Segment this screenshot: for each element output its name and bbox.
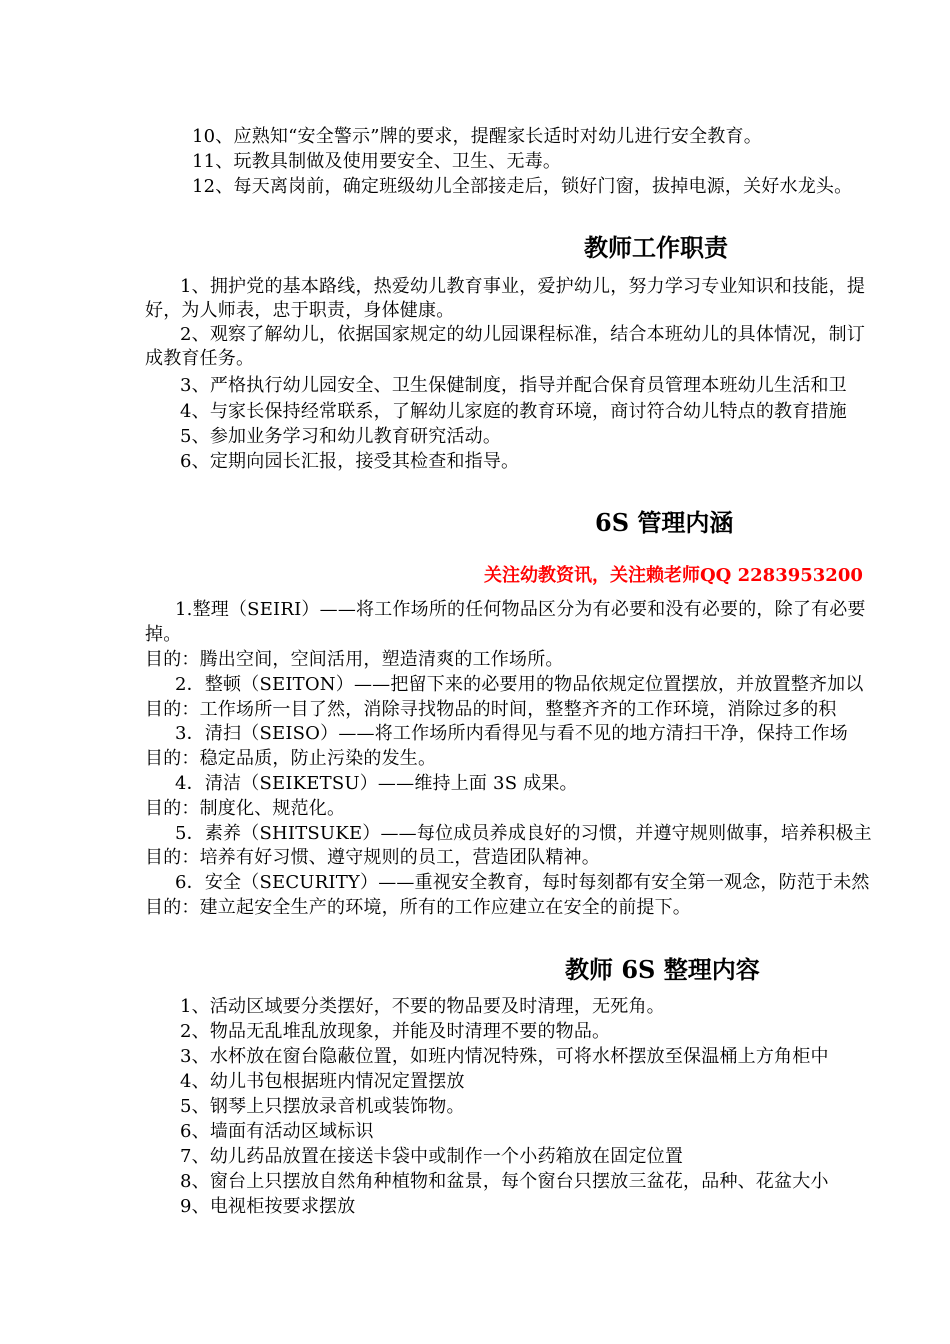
content-item-3: 3、水杯放在窗台隐蔽位置，如班内情况特殊，可将水杯摆放至保温桶上方角柜中	[180, 1046, 829, 1067]
content-item-7: 7、幼儿药品放置在接送卡袋中或制作一个小药箱放在固定位置	[180, 1146, 684, 1167]
sixs-purpose-4: 目的：制度化、规范化。	[145, 798, 346, 819]
content-item-1: 1、活动区域要分类摆好，不要的物品要及时清理，无死角。	[180, 996, 665, 1017]
duty-line-2: 2、观察了解幼儿，依据国家规定的幼儿园课程标准，结合本班幼儿的具体情况，制订	[180, 324, 866, 345]
intro-item-12: 12、每天离岗前，确定班级幼儿全部接走后，锁好门窗，拔掉电源，关好水龙头。	[192, 176, 853, 197]
sixs-line-2: 2．整顿（SEITON）——把留下来的必要用的物品依规定位置摆放，并放置整齐加以	[175, 674, 864, 695]
sixs-purpose-6: 目的：建立起安全生产的环境，所有的工作应建立在安全的前提下。	[145, 897, 691, 918]
duty-line-4: 4、与家长保持经常联系，了解幼儿家庭的教育环境，商讨符合幼儿特点的教育措施	[180, 401, 847, 422]
duty-line-5: 5、参加业务学习和幼儿教育研究活动。	[180, 426, 502, 447]
sixs-purpose-1: 目的：腾出空间，空间活用，塑造清爽的工作场所。	[145, 649, 564, 670]
content-item-8: 8、窗台上只摆放自然角种植物和盆景，每个窗台只摆放三盆花，品种、花盆大小	[180, 1171, 829, 1192]
sixs-line-1: 1.整理（SEIRI）——将工作场所的任何物品区分为有必要和没有必要的，除了有必要	[175, 599, 866, 620]
duty-line-6: 6、定期向园长汇报，接受其检查和指导。	[180, 451, 520, 472]
contact-notice: 关注幼教资讯，关注赖老师QQ 2283953200	[484, 565, 863, 586]
sixs-purpose-2: 目的：工作场所一目了然，消除寻找物品的时间，整整齐齐的工作环境，消除过多的积	[145, 699, 837, 720]
sixs-purpose-3: 目的：稳定品质，防止污染的发生。	[145, 748, 437, 769]
duty-line-2-cont: 成教育任务。	[145, 348, 255, 369]
sixs-line-5: 5．素养（SHITSUKE）——每位成员养成良好的习惯，并遵守规则做事，培养积极主	[175, 823, 872, 844]
sixs-line-3: 3．清扫（SEISO）——将工作场所内看得见与看不见的地方清扫干净，保持工作场	[175, 723, 848, 744]
intro-item-10: 10、应熟知“安全警示”牌的要求，提醒家长适时对幼儿进行安全教育。	[192, 126, 762, 147]
duty-line-1: 1、拥护党的基本路线，热爱幼儿教育事业，爱护幼儿，努力学习专业知识和技能，提	[180, 276, 866, 297]
intro-item-11: 11、玩教具制做及使用要安全、卫生、无毒。	[192, 151, 562, 172]
sixs-title: 6S 管理内涵	[595, 508, 734, 537]
content-item-5: 5、钢琴上只摆放录音机或装饰物。	[180, 1096, 465, 1117]
content-item-9: 9、电视柜按要求摆放	[180, 1196, 356, 1217]
sixs-purpose-5: 目的：培养有好习惯、遵守规则的员工，营造团队精神。	[145, 847, 600, 868]
sixs-line-4: 4．清洁（SEIKETSU）——维持上面 3S 成果。	[175, 773, 578, 794]
duties-title: 教师工作职责	[584, 233, 728, 262]
duty-line-3: 3、严格执行幼儿园安全、卫生保健制度，指导并配合保育员管理本班幼儿生活和卫	[180, 375, 847, 396]
content-item-4: 4、幼儿书包根据班内情况定置摆放	[180, 1071, 465, 1092]
content-item-2: 2、物品无乱堆乱放现象，并能及时清理不要的物品。	[180, 1021, 611, 1042]
content-item-6: 6、墙面有活动区域标识	[180, 1121, 374, 1142]
sixs-line-1-cont: 掉。	[145, 624, 182, 645]
content-title: 教师 6S 整理内容	[565, 955, 760, 984]
duty-line-1-cont: 好，为人师表，忠于职责，身体健康。	[145, 300, 455, 321]
sixs-line-6: 6．安全（SECURITY）——重视安全教育，每时每刻都有安全第一观念，防范于未然	[175, 872, 870, 893]
